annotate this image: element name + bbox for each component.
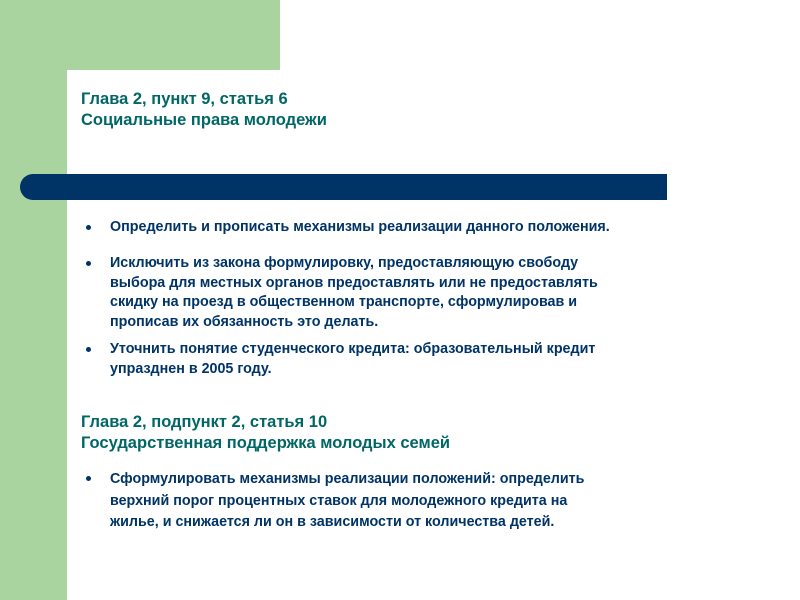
bullet-line: упразднен в 2005 году. [110,360,272,377]
bullet-text [110,340,595,379]
bullet-line: жилье, и снижается ли он в зависимости от количества детей. [110,514,555,530]
section2-title-line2: Государственная поддержка молодых семей [81,434,451,452]
bullet-line: прописав их обязанность это делать. [110,313,379,330]
bullet-dot-icon [86,225,91,230]
bullet-line: Исключить из закона формулировку, предоставляющую свободу [110,255,579,271]
section2-title-line1: Глава 2, подпункт 2, статья 10 [81,413,328,431]
section1-title-line2: Социальные права молодежи [81,111,327,129]
bullet-dot-icon [86,261,91,266]
decorative-green-top-block [67,0,280,70]
decorative-green-sidebar [0,0,67,600]
bullet-line: скидку на проезд в общественном транспорте, сформулировав и [110,294,578,310]
bullet-line: Определить и прописать механизмы реализации данного положения. [110,219,610,235]
section2-title [81,412,450,454]
section1-title [81,89,327,131]
bullet-dot-icon [86,347,91,352]
bullet-text [110,218,610,238]
bullet-line: выбора для местных органов предоставлять или не предоставлять [110,274,598,291]
bullet-text [110,469,584,534]
decorative-divider-bar [20,174,667,200]
bullet-dot-icon [86,476,91,481]
bullet-line: Сформулировать механизмы реализации положений: определить [110,471,585,487]
bullet-line: верхний порог процентных ставок для молодежного кредита на [110,492,568,509]
section1-title-line1: Глава 2, пункт 9, статья 6 [81,90,288,108]
bullet-line: Уточнить понятие студенческого кредита: образовательный кредит [110,341,596,357]
bullet-text [110,254,598,332]
